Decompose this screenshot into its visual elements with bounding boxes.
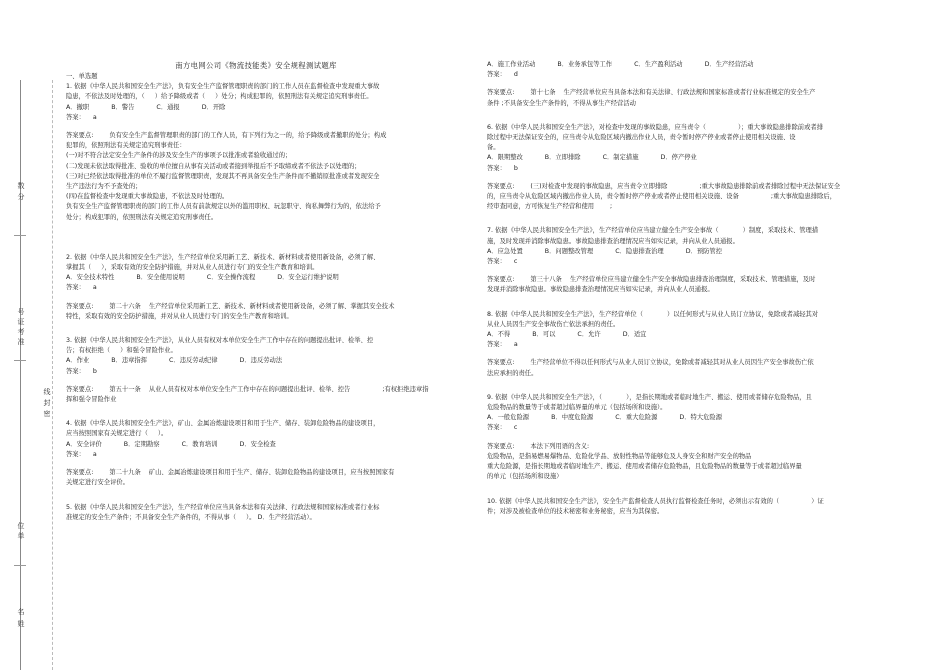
option: A．作业 <box>66 357 90 365</box>
margin-label-id-2: 证 <box>17 318 25 326</box>
options <box>66 356 446 366</box>
options <box>66 440 446 450</box>
seal-label-seal: 封 <box>43 399 51 407</box>
answer: 答案： a <box>66 450 97 458</box>
answer-explanation: 答案要点: 第二十九条 矿山、金属冶炼建设项目和用于生产、储存、装卸危险物品的建设项目，应当按照国家有 关规定进行安全评价。 <box>66 469 395 487</box>
answer-explanation: 答案要点: 第三十八条 生产经营单位应当建立健全生产安全事故隐患排查治理制度，采取技术、管理措施，及时 发现并消除事故隐患。事故隐患排查治理情况应当如实记录，并向从业人员通报。 <box>487 276 816 294</box>
seal-line <box>52 80 53 670</box>
option: C．生产盈利活动 <box>634 61 683 68</box>
margin-tick <box>14 235 26 236</box>
option: C．通报 <box>156 103 180 111</box>
margin-label-id-3: 考 <box>17 328 25 336</box>
options <box>487 413 887 423</box>
option: B．业务承包等工作 <box>557 61 613 68</box>
answer: 答案： a <box>66 113 97 121</box>
option: D．特大危险源 <box>679 414 723 422</box>
question-text: 9. 依据《中华人民共和国安全生产法》，（ ），是指长期地或者临时地生产、搬运、使用或者储存危险物品，且 危险物品的数量等于或者超过临界量的单元（包括场所和设施）。 <box>487 393 812 412</box>
option: D．生产经营活动 <box>704 61 754 68</box>
options <box>487 247 887 257</box>
binding-line <box>20 80 21 670</box>
margin-label-unit-2: 单 <box>17 532 25 540</box>
question-6 <box>487 123 887 213</box>
option: B．违章指挥 <box>111 357 148 365</box>
margin-tick <box>14 565 26 566</box>
option: D．开除 <box>201 103 226 111</box>
left-column <box>66 72 446 523</box>
option: B．问题整改管理 <box>544 247 594 255</box>
question-text: 6. 依据《中华人民共和国安全生产法》，对检查中发现的事故隐患，应当责令（ ）；重大事故隐患排除前或者排 除过程中无法保证安全的，应当责令从危险区域内撤出作业人员，责令暂时停产停业或者停止使用相关设施、设 备。 <box>487 123 823 152</box>
answer: 答案： a <box>487 341 518 349</box>
question-text: 5. 依据《中华人民共和国安全生产法》，生产经营单位应当具备本法和有关法律、行政法规和国家标准或者行业标 准规定的安全生产条件；不具备安全生产条件的，不得从事（ ）。 D．生产经营活动）。 <box>66 503 380 521</box>
question-2 <box>66 253 446 322</box>
margin-label-id-4: 准 <box>17 338 25 346</box>
answer-explanation: 答案要点: (三)对检查中发现的事故隐患，应当责令立即排除 ;重大事故隐患排除前或者排除过程中无法保证安全 的，应当责令从危险区域内撤出作业人员，责令暂时停产停业或者停止使用相关设施、设备 ;重大事故隐患排除后， 经审查同意，方可恢复生产经营和使用 ; <box>487 182 841 211</box>
option: D．违反劳动法 <box>239 357 283 365</box>
option: C．教育培训 <box>181 440 218 448</box>
question-text: 1. 依据《中华人民共和国安全生产法》，负有安全生产监督管理职责的部门的工作人员在监督检查中发现重大事故 隐患，不依法及时处理的，（ ）给予降级或者（ ）处分；构成犯罪的，依照刑法有关规定追究刑事责任。 <box>66 83 380 101</box>
question-4 <box>66 419 446 488</box>
option: C．重大危险源 <box>615 414 658 422</box>
answer: 答案： d <box>487 71 518 79</box>
margin-label-unit-1: 位 <box>17 522 25 530</box>
option: D．预防管控 <box>685 247 723 255</box>
option: A．安全评价 <box>66 440 102 448</box>
option: B．中度危险源 <box>551 414 594 422</box>
option: A．一般危险源 <box>487 414 530 422</box>
question-text: 2. 依据《中华人民共和国安全生产法》，生产经营单位采用新工艺、新技术、新材料或者使用新设备，必须了解、 掌握其（ ），采取有效的安全防护措施，并对从业人员进行专门的安全生产教育和培训。 <box>66 253 380 272</box>
option: C．隐患排查治理 <box>615 247 664 255</box>
option: A．应急处置 <box>487 247 523 255</box>
question-text: 10. 依据《中华人民共和国安全生产法》，安全生产监督检查人员执行监督检查任务时，必须出示有效的（ ）证 件；对涉及被检查单位的技术秘密和业务秘密，应当为其保密。 <box>487 497 824 515</box>
option: B．安全使用说明 <box>136 274 185 282</box>
question-text: 8. 依据《中华人民共和国安全生产法》，生产经营单位（ ）以任何形式与从业人员订立协议，免除或者减轻其对 从业人员因生产安全事故伤亡依法承担的责任。 <box>487 310 819 328</box>
option: C．违反劳动纪律 <box>169 357 218 365</box>
answer: 答案： b <box>487 164 518 172</box>
question-text: 7. 依据《中华人民共和国安全生产法》，生产经营单位应当建立健全生产安全事故（ ）制度，采取技术、管理措 施，及时发现并消除事故隐患。事故隐患排查治理情况应当如实记录，并向从业人员通报。 <box>487 227 819 245</box>
answer: 答案： b <box>66 367 97 375</box>
seal-label-line: 线 <box>43 388 51 396</box>
options <box>487 153 887 163</box>
options <box>487 330 887 340</box>
option: C．允许 <box>577 331 601 339</box>
answer-explanation: 答案要点: 本法下列用语的含义: 危险物品，是指易燃易爆物品、危险化学品、放射性物品等能够危及人身安全和财产安全的物品 重大危险源，是指长期地或者临时地生产、搬运、使用或者储存危险物品，且危险物品的数量等于或者超过临界量 的单元（包括场所和设施） <box>487 442 802 481</box>
option: B．立即排除 <box>544 154 581 162</box>
option: A．施工作业活动 <box>487 61 536 68</box>
question-1 <box>66 82 446 223</box>
options <box>66 103 446 113</box>
margin-label-id-1: 号 <box>17 308 25 316</box>
option: B．可以 <box>532 331 556 339</box>
answer: 答案： a <box>66 284 97 292</box>
question-5-continued <box>487 60 887 109</box>
answer-explanation: 答案要点: 负有安全生产监督管理职责的部门的工作人员，有下列行为之一的，给予降级或者撤职的处分；构成 犯罪的，依照刑法有关规定追究刑事责任： (一)对不符合法定安全生产条件的涉及安全生产的事项予以批准或者验收通过的； (二)发现未依法取得批准、验收的单位擅自从事有关活动或者接到举报后不予取缔或者不依法予以处理的； (三)对已经依法取得批准的单位不履行监督管理职责，发现其不再具备安全生产条件而不撤销原批准或者发现安全 生产违法行为不予查处的； (四)在监督检查中发现重大事故隐患，不依法及时处理的。 负有安全生产监督管理职责的部门的工作人员有前款规定以外的滥用职权、玩忽职守、徇私舞弊行为的，依法给予 处分；构成犯罪的，依照刑法有关规定追究刑事责任。 <box>66 132 387 221</box>
option: B．定期勘察 <box>123 440 160 448</box>
options <box>66 273 446 283</box>
section-heading: 一、单选题 <box>66 73 98 80</box>
answer-explanation: 答案要点: 第五十一条 从业人员有权对本单位安全生产工作中存在的问题提出批评、检举、控告 ;有权拒绝违章指 挥和强令冒险作业 <box>66 385 429 404</box>
answer-explanation: 答案要点: 第十七条 生产经营单位应当具备本法和有关法律、行政法规和国家标准或者行业标准规定的安全生产 条件 ;不具备安全生产条件的，不得从事生产经营活动 <box>487 89 816 107</box>
option: C．制定措施 <box>602 154 639 162</box>
margin-label-score-1: 数 <box>17 182 25 190</box>
page-title: 南方电网公司《物流技能类》安全规程测试题库 <box>175 61 337 70</box>
question-7 <box>487 226 887 295</box>
question-8 <box>487 310 887 379</box>
option: D．停产停业 <box>660 154 697 162</box>
option: A．限期整改 <box>487 154 523 162</box>
option: D．安全运行维护说明 <box>277 274 339 282</box>
option: A．不得 <box>487 331 511 339</box>
right-column <box>487 60 887 517</box>
question-3 <box>66 336 446 405</box>
question-text: 4. 依据《中华人民共和国安全生产法》，矿山、金属冶炼建设项目和用于生产、储存、装卸危险物品的建设项目， 应当按照国家有关规定进行（ ）。 <box>66 420 380 438</box>
option: B．警告 <box>111 103 135 111</box>
answer: 答案： c <box>487 258 518 266</box>
option: A．安全技术特性 <box>66 274 115 282</box>
option: D．安全检查 <box>239 440 276 448</box>
question-5 <box>66 503 446 523</box>
margin-label-name-1: 名 <box>17 608 25 616</box>
margin-label-name-2: 姓 <box>17 620 25 628</box>
option: A．撤职 <box>66 103 90 111</box>
answer-explanation: 答案要点: 生产经营单位不得以任何形式与从业人员订立协议，免除或者减轻其对从业人员因生产安全事故伤亡依 法应承担的责任。 <box>487 359 814 377</box>
question-9 <box>487 393 887 483</box>
seal-label-close: 密 <box>43 410 51 418</box>
options <box>487 60 887 70</box>
question-text: 3. 依据《中华人民共和国安全生产法》，从业人员有权对本单位安全生产工作中存在的问题提出批评、检举、控 告；有权拒绝（ ）和强令冒险作业。 <box>66 337 374 355</box>
option: C．安全操作流程 <box>206 274 256 282</box>
answer-explanation: 答案要点: 第二十六条 生产经营单位采用新工艺、新技术、新材料或者使用新设备，必须了解、掌握其安全技术 特性，采取有效的安全防护措施，并对从业人员进行专门的安全生产教育和培训。 <box>66 302 395 320</box>
margin-tick <box>14 360 26 361</box>
option: D．适宜 <box>622 331 647 339</box>
answer: 答案： c <box>487 424 518 432</box>
question-10 <box>487 497 887 517</box>
margin-label-score-2: 分 <box>17 193 25 201</box>
